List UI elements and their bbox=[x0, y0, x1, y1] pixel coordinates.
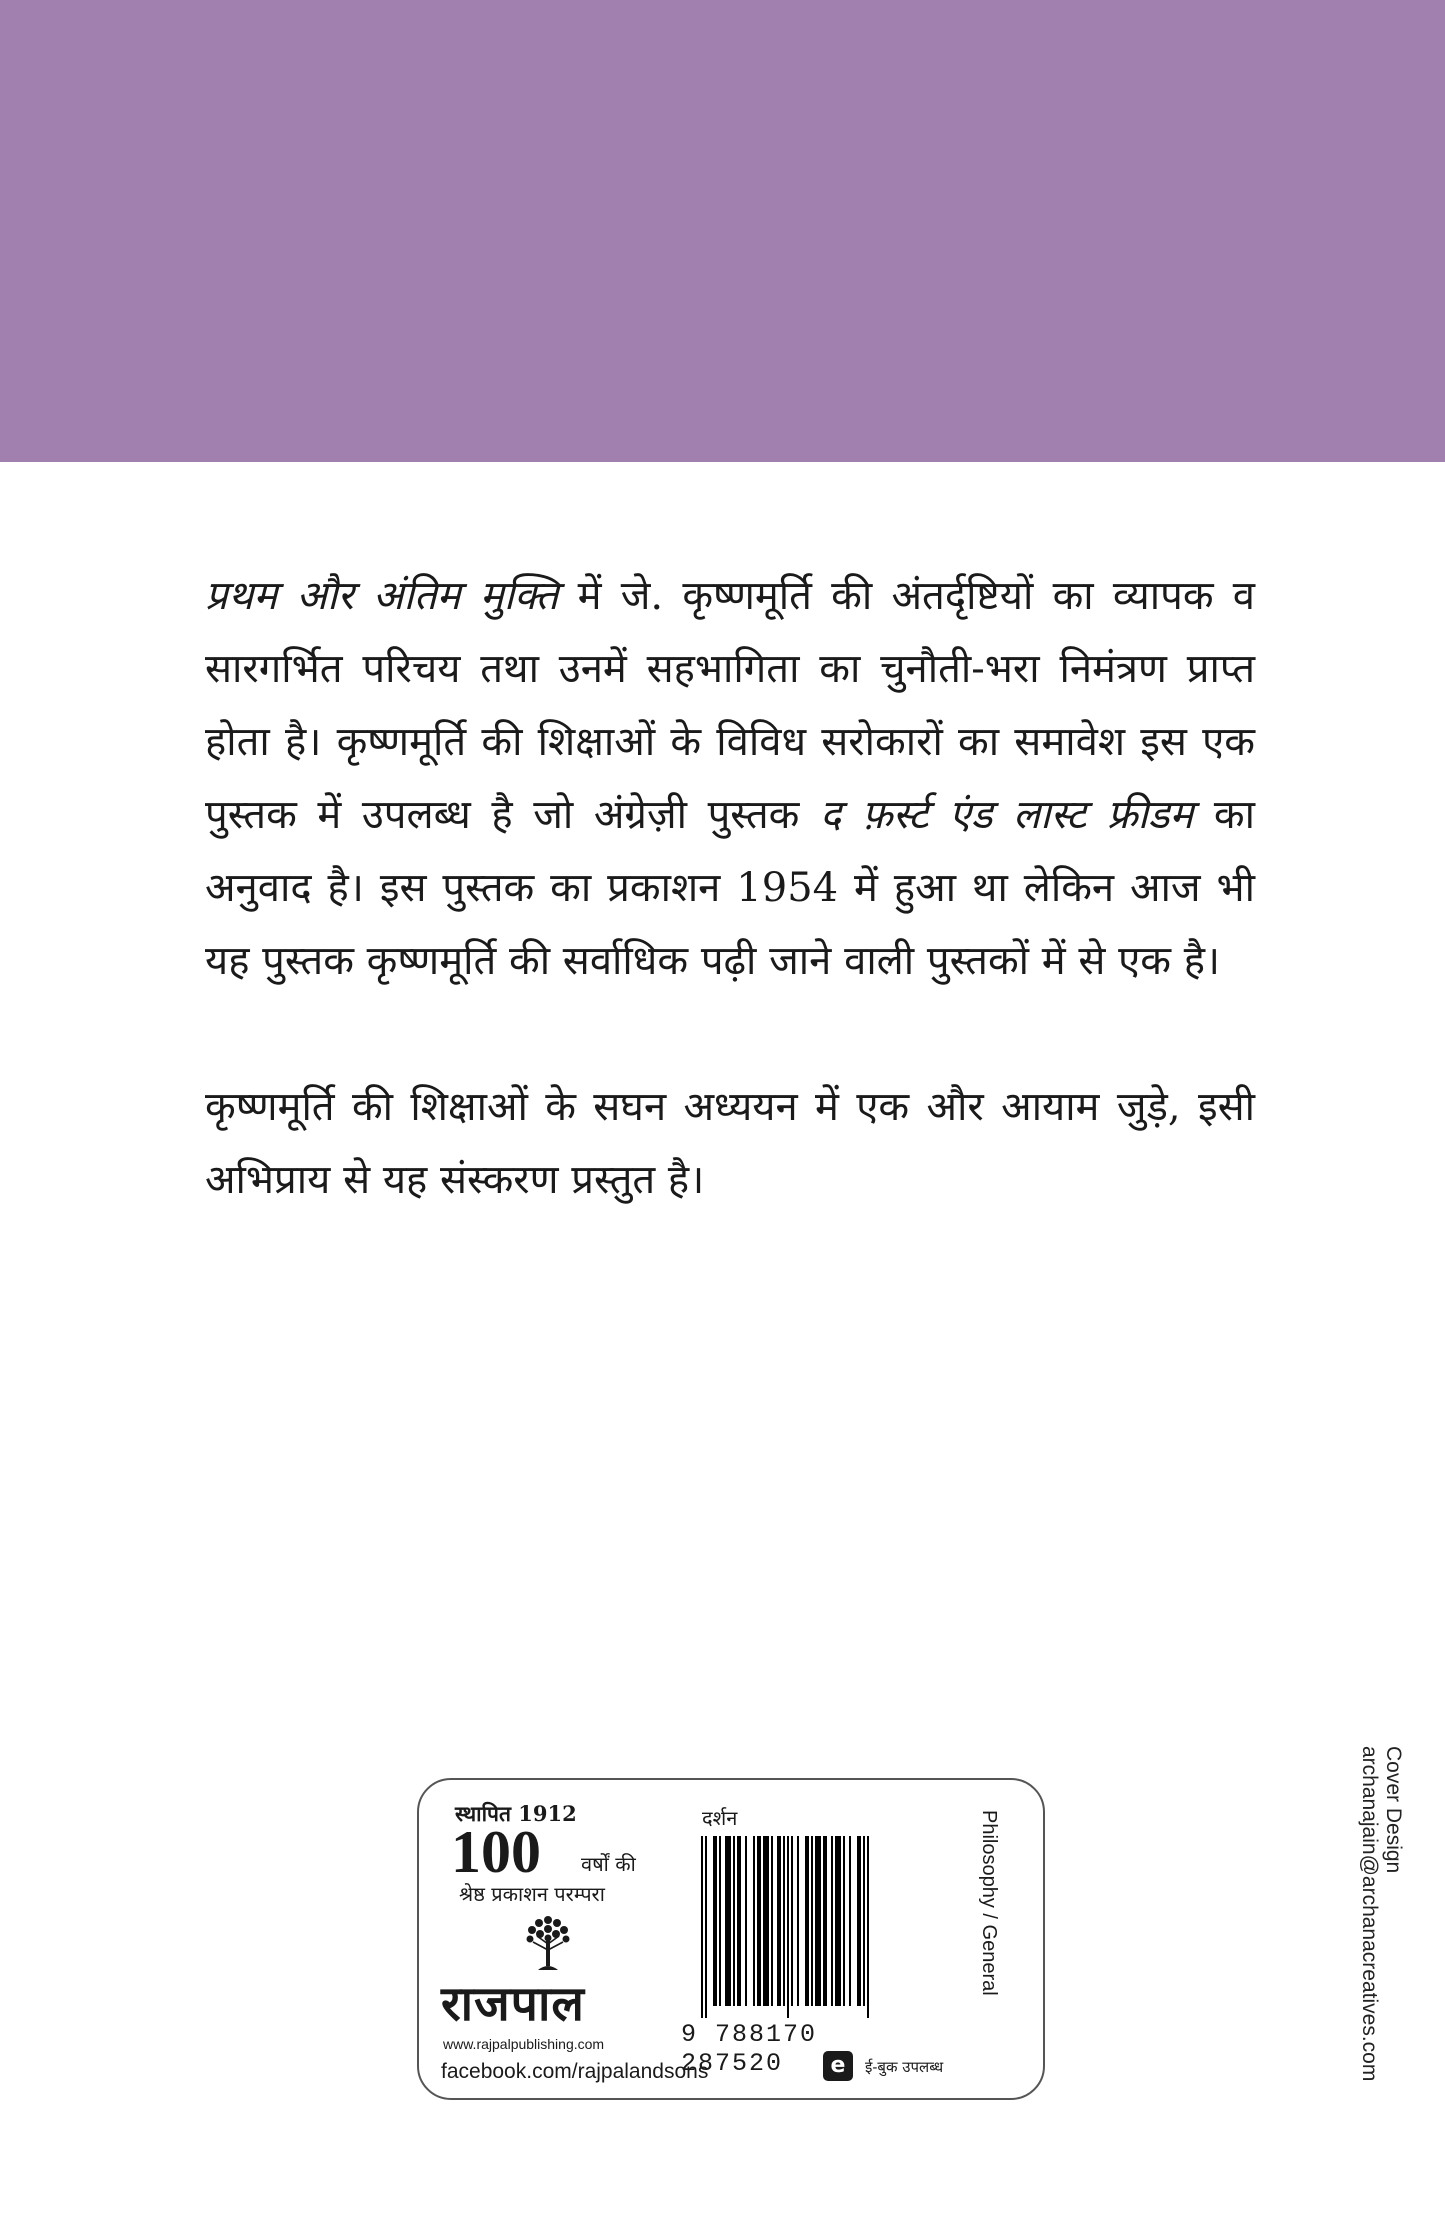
publisher-barcode-card bbox=[417, 1778, 1045, 2100]
barcode-bar bbox=[777, 1836, 781, 2006]
blurb-paragraph-2: कृष्णमूर्ति की शिक्षाओं के सघन अध्ययन में एक और आयाम जुड़े, इसी अभिप्राय से यह संस्करण प्रस्तुत है। bbox=[205, 1084, 1255, 1203]
rajpal-logo: राजपाल bbox=[441, 1976, 585, 2032]
category-hindi: दर्शन bbox=[702, 1806, 738, 1830]
cover-design-credit bbox=[1358, 1746, 1405, 2116]
barcode-bar bbox=[705, 1836, 707, 2018]
barcode-bar bbox=[823, 1836, 827, 2006]
subject-label: Philosophy / General bbox=[978, 1810, 1000, 1996]
barcode-bar bbox=[733, 1836, 735, 2006]
book-title-hindi: प्रथम और अंतिम मुक्ति bbox=[205, 573, 559, 619]
cover-color-band bbox=[0, 0, 1445, 462]
barcode-bar bbox=[815, 1836, 821, 2006]
blurb-text: में जे. कृष्णमूर्ति की अंतर्दृष्टियों का व्यापक व सारगर्भित परिचय तथा उनमें सहभागिता का चुनौती-भरा निमंत्रण प्राप्त होता है। कृष्णमूर्ति की शिक्षाओं के विविध सरोकारों का समावेश इस एक पुस्तक में उपलब्ध है जो अंग्रेज़ी पुस्तक bbox=[205, 573, 1256, 838]
cover-design-label: Cover Design bbox=[1382, 1746, 1405, 1874]
barcode-bar bbox=[783, 1836, 785, 2006]
ebook-available-label: ई-बुक उपलब्ध bbox=[865, 2058, 944, 2076]
blurb-paragraph-1 bbox=[205, 560, 1255, 998]
barcode-bar bbox=[835, 1836, 841, 2006]
publisher-website: www.rajpalpublishing.com bbox=[443, 2036, 605, 2052]
barcode-bar bbox=[737, 1836, 741, 2006]
english-book-title: द फ़र्स्ट एंड लास्ट फ्रीडम bbox=[819, 792, 1194, 838]
barcode-bar bbox=[791, 1836, 793, 2006]
barcode-bar bbox=[867, 1836, 869, 2018]
barcode-bar bbox=[787, 1836, 789, 2018]
subject-category bbox=[974, 1810, 1004, 2040]
barcode-bar bbox=[713, 1836, 717, 2006]
ebook-icon: e bbox=[823, 2051, 853, 2081]
publisher-facebook: facebook.com/rajpalandsons bbox=[441, 2060, 709, 2083]
barcode-bar bbox=[857, 1836, 861, 2006]
barcode-bar bbox=[763, 1836, 769, 2006]
barcode-bar bbox=[719, 1836, 721, 2006]
barcode-bar bbox=[701, 1836, 703, 2018]
barcode-bar bbox=[863, 1836, 865, 2006]
blurb-text: का अनुवाद है। इस पुस्तक का प्रकाशन 1954 में हुआ था लेकिन आज भी यह पुस्तक कृष्णमूर्ति की सर्वाधिक पढ़ी जाने वाली पुस्तकों में से एक है। bbox=[205, 792, 1256, 984]
barcode-bar bbox=[745, 1836, 747, 2006]
barcode-bar bbox=[725, 1836, 731, 2006]
barcode-bar bbox=[771, 1836, 773, 2006]
barcode-bar bbox=[849, 1836, 851, 2006]
tree-logo-icon bbox=[521, 1912, 575, 1972]
barcode-bar bbox=[811, 1836, 813, 2006]
publisher-block bbox=[419, 1780, 709, 2098]
hundred-years-number: 100 bbox=[451, 1819, 541, 1885]
isbn-barcode bbox=[697, 1836, 937, 2018]
barcode-bar bbox=[805, 1836, 809, 2006]
tradition-tagline: श्रेष्ठ प्रकाशन परम्परा bbox=[459, 1882, 605, 1906]
isbn-number: 9 788170 287520 bbox=[681, 2020, 818, 2078]
designer-email: archanajain@archanacreatives.com bbox=[1358, 1746, 1381, 2082]
years-label: वर्षों की bbox=[581, 1852, 636, 1876]
barcode-bar bbox=[753, 1836, 755, 2006]
established-year: स्थापित 1912 bbox=[455, 1801, 577, 1826]
barcode-bar bbox=[797, 1836, 799, 2006]
barcode-bar bbox=[757, 1836, 761, 2006]
barcode-bar bbox=[843, 1836, 845, 2006]
barcode-bar bbox=[831, 1836, 833, 2006]
back-cover-blurb bbox=[205, 560, 1255, 1217]
